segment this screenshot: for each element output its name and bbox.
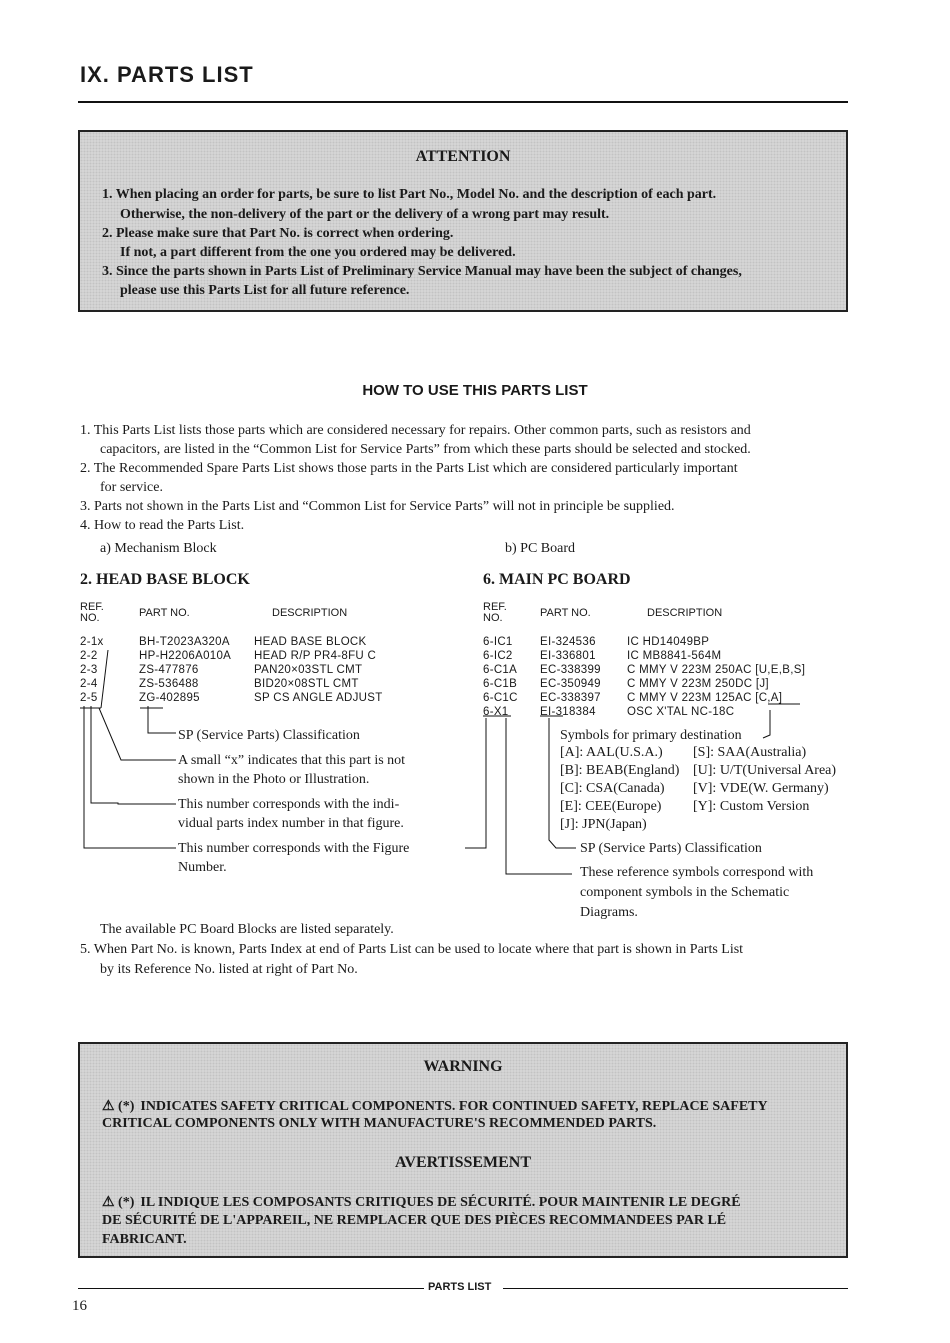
- note-x: A small “x” indicates that this part is not: [178, 753, 406, 768]
- attention-line: 3. Since the parts shown in Parts List of Preliminary Service Manual may have been the subject of changes,: [102, 264, 742, 279]
- ref-cell: 6-C1A: [483, 664, 518, 676]
- warning-box: [78, 1042, 848, 1258]
- desc-cell: HEAD BASE BLOCK: [254, 636, 367, 648]
- part-cell: ZS-477876: [139, 664, 199, 676]
- desc-cell: PAN20×03STL CMT: [254, 664, 363, 676]
- howto-item: 4. How to read the Parts List.: [80, 518, 245, 533]
- ref-cell: 2-5: [80, 692, 98, 704]
- main-sp-note: SP (Service Parts) Classification: [580, 841, 762, 856]
- ref-cell: 2-4: [80, 678, 98, 690]
- note-index: This number corresponds with the indi-: [178, 797, 400, 812]
- part-cell: EC-338399: [540, 664, 601, 676]
- attention-line: If not, a part different from the one you ordered may be delivered.: [120, 245, 516, 260]
- warning-heading: WARNING: [423, 1058, 503, 1075]
- attention-heading: ATTENTION: [415, 148, 511, 165]
- howto-item-5: 5. When Part No. is known, Parts Index at end of Parts List can be used to locate where that part is shown in Parts List: [80, 942, 744, 957]
- avertissement-line: DE SÉCURITÉ DE L'APPAREIL, NE REMPLACER QUE DES PIÈCES RECOMMANDEES PAR LÉ: [102, 1213, 727, 1228]
- avertissement-heading: AVERTISSEMENT: [394, 1154, 532, 1171]
- howto-item: capacitors, are listed in the “Common List for Service Parts” from which these parts should be selected and stocked.: [100, 442, 751, 457]
- symbol-item: [J]: JPN(Japan): [560, 817, 647, 832]
- part-cell: EI-336801: [540, 650, 596, 662]
- note-index-cont: vidual parts index number in that figure.: [178, 816, 404, 831]
- symbol-item: [S]: SAA(Australia): [693, 745, 807, 760]
- sub-heading-a: a) Mechanism Block: [100, 541, 217, 556]
- part-cell: ZG-402895: [139, 692, 200, 704]
- part-cell: EI-324536: [540, 636, 596, 648]
- part-cell: ZS-536488: [139, 678, 199, 690]
- ref-cell: 6-C1C: [483, 692, 518, 704]
- howto-item: 3. Parts not shown in the Parts List and “Common List for Service Parts” will not in principle be supplied.: [80, 499, 675, 514]
- symbol-item: [V]: VDE(W. Germany): [693, 781, 829, 796]
- desc-cell: C MMY V 223M 250AC [U,E,B,S]: [627, 664, 806, 676]
- howto-item: for service.: [100, 480, 163, 495]
- ref-cell: 2-3: [80, 664, 98, 676]
- col-ref-line2: NO.: [80, 612, 100, 624]
- desc-cell: IC MB8841-564M: [627, 650, 722, 662]
- ref-cell: 6-IC2: [483, 650, 513, 662]
- caution-triangle-icon: ⚠ (*): [102, 1099, 135, 1114]
- howto-item: 1. This Parts List lists those parts which are considered necessary for repairs. Other common parts, such as resistors and: [80, 423, 751, 438]
- part-cell: EC-350949: [540, 678, 601, 690]
- note-x-cont: shown in the Photo or Illustration.: [178, 772, 370, 787]
- col-ref-line2: NO.: [483, 612, 503, 624]
- attention-line: 1. When placing an order for parts, be sure to list Part No., Model No. and the description of each part.: [102, 187, 717, 202]
- symbol-item: [C]: CSA(Canada): [560, 781, 665, 796]
- note-figure-cont: Number.: [178, 860, 227, 875]
- part-cell: EC-338397: [540, 692, 601, 704]
- note-sp: SP (Service Parts) Classification: [178, 728, 360, 743]
- ref-cell: 6-C1B: [483, 678, 518, 690]
- warning-line: CRITICAL COMPONENTS ONLY WITH MANUFACTURE'S RECOMMENDED PARTS.: [102, 1116, 657, 1131]
- ref-cell: 2-1x: [80, 636, 104, 648]
- main-pc-title: 6. MAIN PC BOARD: [483, 571, 631, 588]
- ref-cell: 6-IC1: [483, 636, 513, 648]
- attention-line: please use this Parts List for all future reference.: [120, 283, 410, 298]
- ref-cell: 2-2: [80, 650, 98, 662]
- sub-heading-b: b) PC Board: [505, 541, 575, 556]
- symbol-item: [E]: CEE(Europe): [560, 799, 662, 814]
- attention-line: 2. Please make sure that Part No. is correct when ordering.: [102, 226, 454, 241]
- avertissement-line: [102, 1194, 741, 1211]
- symbol-item: [A]: AAL(U.S.A.): [560, 745, 663, 760]
- attention-line: Otherwise, the non-delivery of the part or the delivery of a wrong part may result.: [120, 207, 610, 222]
- footer-label: PARTS LIST: [428, 1281, 492, 1293]
- howto-heading: HOW TO USE THIS PARTS LIST: [362, 382, 588, 399]
- howto-item-5-cont: by its Reference No. listed at right of Part No.: [100, 962, 358, 977]
- ref-note-line: These reference symbols correspond with: [580, 865, 814, 880]
- warning-line: [102, 1098, 768, 1115]
- symbol-item: [Y]: Custom Version: [693, 799, 810, 814]
- avertissement-text: IL INDIQUE LES COMPOSANTS CRITIQUES DE SÉCURITÉ. POUR MAINTENIR LE DEGRÉ: [140, 1195, 741, 1210]
- col-part: PART NO.: [540, 607, 591, 619]
- page-number: 16: [72, 1298, 87, 1314]
- desc-cell: BID20×08STL CMT: [254, 678, 359, 690]
- part-cell: HP-H2206A010A: [139, 650, 232, 662]
- col-part: PART NO.: [139, 607, 190, 619]
- col-desc: DESCRIPTION: [647, 607, 723, 619]
- symbols-heading: Symbols for primary destination: [560, 728, 742, 743]
- symbol-item: [B]: BEAB(England): [560, 763, 680, 778]
- symbol-item: [U]: U/T(Universal Area): [693, 763, 837, 778]
- desc-cell: IC HD14049BP: [627, 636, 710, 648]
- note-figure: This number corresponds with the Figure: [178, 841, 410, 856]
- ref-note-line: component symbols in the Schematic: [580, 885, 790, 900]
- howto-item: 2. The Recommended Spare Parts List shows those parts in the Parts List which are considered particularly important: [80, 461, 738, 476]
- footer-rule-left: [78, 1288, 424, 1289]
- avertissement-line: FABRICANT.: [102, 1232, 187, 1247]
- desc-cell: C MMY V 223M 250DC [J]: [627, 678, 769, 690]
- desc-cell: OSC X'TAL NC-18C: [627, 706, 735, 718]
- caution-triangle-icon: ⚠ (*): [102, 1195, 135, 1210]
- head-base-title: 2. HEAD BASE BLOCK: [80, 571, 250, 588]
- col-ref-line1: REF.: [483, 601, 507, 613]
- warning-text: INDICATES SAFETY CRITICAL COMPONENTS. FOR CONTINUED SAFETY, REPLACE SAFETY: [140, 1099, 768, 1114]
- ref-note-line: Diagrams.: [580, 905, 638, 920]
- footer-rule-right: [503, 1288, 848, 1289]
- desc-cell: C MMY V 223M 125AC [C,A]: [627, 692, 783, 704]
- col-ref-line1: REF.: [80, 601, 104, 613]
- part-cell: EI-318384: [540, 706, 596, 718]
- col-desc: DESCRIPTION: [272, 607, 348, 619]
- desc-cell: SP CS ANGLE ADJUST: [254, 692, 383, 704]
- page-title: IX. PARTS LIST: [80, 62, 254, 87]
- available-note: The available PC Board Blocks are listed separately.: [100, 922, 394, 937]
- desc-cell: HEAD R/P PR4-8FU C: [254, 650, 377, 662]
- ref-cell: 6-X1: [483, 706, 509, 718]
- part-cell: BH-T2023A320A: [139, 636, 230, 648]
